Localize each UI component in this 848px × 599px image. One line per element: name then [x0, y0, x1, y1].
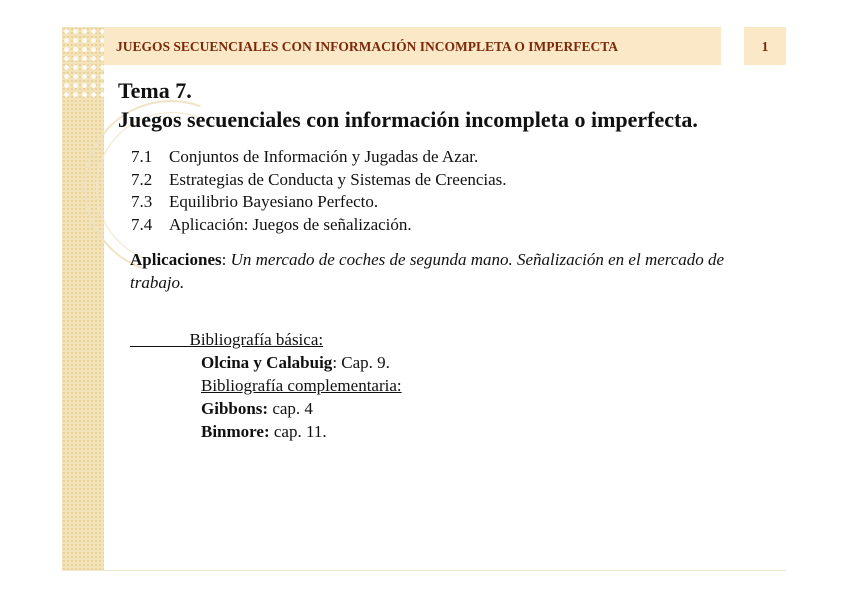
comp1-ref: cap. 4 [268, 399, 313, 418]
applications-text: Un mercado de coches de segunda mano. Señalización en el mercado de trabajo. [130, 250, 725, 292]
title-line-1: Tema 7. [118, 78, 192, 103]
list-item [131, 169, 507, 192]
complementary-heading-row [130, 374, 402, 397]
comp2-ref: cap. 11. [269, 422, 327, 441]
topic-list [131, 146, 507, 236]
item-number: 7.4 [131, 214, 153, 234]
decorative-strip [62, 27, 104, 571]
basic-bibliography-heading [130, 328, 402, 351]
item-text: Aplicación: Juegos de señalización. [169, 214, 412, 234]
complementary-reference-1 [130, 397, 402, 420]
applications-label: Aplicaciones [130, 250, 222, 269]
basic-author: Olcina y Calabuig [201, 353, 333, 372]
comp2-author: Binmore: [201, 422, 270, 441]
basic-ref: : Cap. 9. [332, 353, 390, 372]
list-item [131, 214, 507, 237]
list-item [131, 191, 507, 214]
header-title: JUEGOS SECUENCIALES CON INFORMACIÓN INCOMPLETA O IMPERFECTA [116, 39, 619, 54]
complementary-heading: Bibliografía complementaria: [201, 376, 402, 395]
complementary-reference-2 [130, 420, 402, 443]
item-text: Estrategias de Conducta y Sistemas de Creencias. [169, 169, 507, 189]
bottom-divider [62, 570, 786, 571]
item-number: 7.3 [131, 192, 153, 211]
item-text: Conjuntos de Información y Jugadas de Azar. [169, 147, 479, 166]
list-item [131, 146, 507, 169]
item-number: 7.2 [131, 169, 153, 189]
decorative-dots [62, 27, 104, 97]
applications-separator: : [221, 250, 227, 269]
item-number: 7.1 [131, 147, 153, 166]
basic-reference [130, 351, 402, 374]
bibliography [130, 328, 402, 443]
basic-heading-text: Bibliografía básica: [189, 330, 324, 349]
title-line-2: Juegos secuenciales con información incompleta o imperfecta. [118, 107, 698, 132]
item-text: Equilibrio Bayesiano Perfecto. [169, 192, 379, 211]
applications-paragraph [130, 248, 750, 294]
page-number: 1 [761, 39, 769, 54]
comp1-author: Gibbons: [201, 399, 269, 418]
slide-title [118, 76, 698, 134]
